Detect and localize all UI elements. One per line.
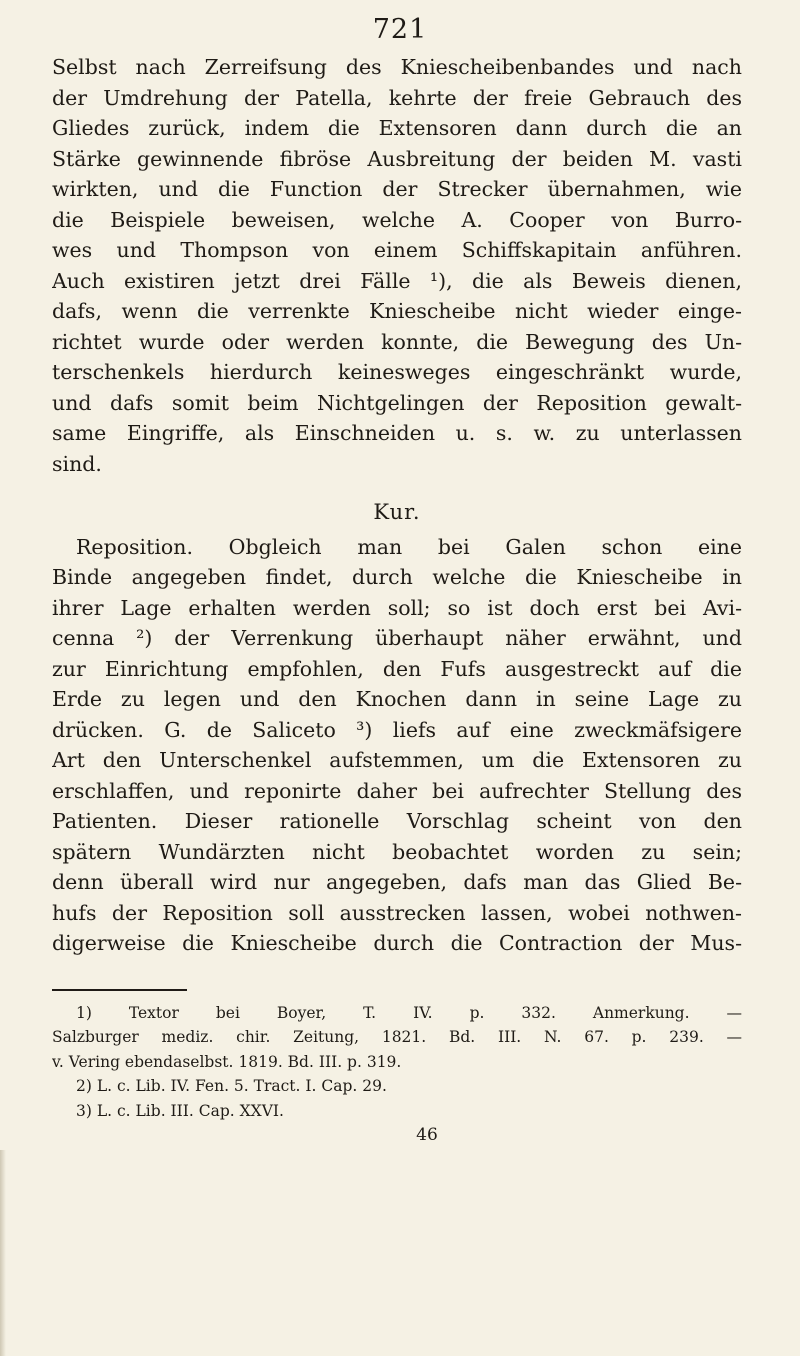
printer-signature: 46 [416,1125,438,1145]
text-line: spätern Wundärzten nicht beobachtet worden zu sein; [52,839,742,864]
text-line: und dafs somit beim Nichtgelingen der Reposition gewalt- [52,390,742,415]
text-line: sind. [52,451,102,476]
text-line: zur Einrichtung empfohlen, den Fufs ausgestreckt auf die [52,656,742,681]
text-line: Art den Unterschenkel aufstemmen, um die Extensoren zu [52,748,742,772]
text-line: die Beispiele beweisen, welche A. Cooper von Burro- [52,207,742,232]
paragraph [52,532,742,959]
text-line: Erde zu legen und den Knochen dann in seine Lage zu [52,687,742,711]
text-line: wes und Thompson von einem Schiffskapitain anführen. [52,238,742,262]
footnote: Salzburger mediz. chir. Zeitung, 1821. Bd. III. N. 67. p. 239. — [52,1028,742,1046]
footnote-divider [52,989,187,991]
text-line: Reposition. Obgleich man bei Galen schon eine [76,534,742,559]
text-line: Binde angegeben findet, durch welche die Kniescheibe in [52,565,742,589]
text-line: digerweise die Kniescheibe durch die Contraction der Mus- [52,931,742,955]
text-line: Selbst nach Zerreifsung des Kniescheibenbandes und nach [52,55,742,79]
text-line: Auch existiren jetzt drei Fälle ¹), die als Beweis dienen, [52,268,742,293]
text-line: der Umdrehung der Patella, kehrte der freie Gebrauch des [52,85,742,110]
text-line: Patienten. Dieser rationelle Vorschlag scheint von den [52,809,742,833]
page-edge-shadow [0,1150,6,1356]
text-line: denn überall wird nur angegeben, dafs man das Glied Be- [52,870,742,894]
paragraph [52,52,742,479]
text-line: Gliedes zurück, indem die Extensoren dann durch die an [52,116,742,140]
text-line: dafs, wenn die verrenkte Kniescheibe nicht wieder einge- [52,299,742,323]
footnote: v. Vering ebendaselbst. 1819. Bd. III. p. 319. [52,1052,402,1071]
text-line: richtet wurde oder werden konnte, die Bewegung des Un- [52,329,742,354]
section-heading: Kur. [373,500,421,524]
text-line: erschlaffen, und reponirte daher bei aufrechter Stellung des [52,778,742,803]
footnote: 3) L. c. Lib. III. Cap. XXVI. [76,1101,284,1120]
page-number: 721 [372,14,428,45]
text-line: Stärke gewinnende fibröse Ausbreitung der beiden M. vasti [52,146,742,171]
text-line: wirkten, und die Function der Strecker übernahmen, wie [52,177,742,201]
text-line: ihrer Lage erhalten werden soll; so ist doch erst bei Avi- [52,595,742,620]
footnotes [52,1001,742,1124]
page-body [52,52,742,1145]
text-line: same Eingriffe, als Einschneiden u. s. w. zu unterlassen [52,421,742,445]
footnote: 2) L. c. Lib. IV. Fen. 5. Tract. I. Cap. 29. [76,1077,387,1095]
text-line: terschenkels hierdurch keinesweges eingeschränkt wurde, [52,360,742,384]
text-line: hufs der Reposition soll ausstrecken lassen, wobei nothwen- [52,900,742,925]
text-line: drücken. G. de Saliceto ³) liefs auf eine zweckmäfsigere [52,717,742,742]
text-line: cenna ²) der Verrenkung überhaupt näher erwähnt, und [52,626,742,650]
footnote: 1) Textor bei Boyer, T. IV. p. 332. Anmerkung. — [76,1003,742,1022]
